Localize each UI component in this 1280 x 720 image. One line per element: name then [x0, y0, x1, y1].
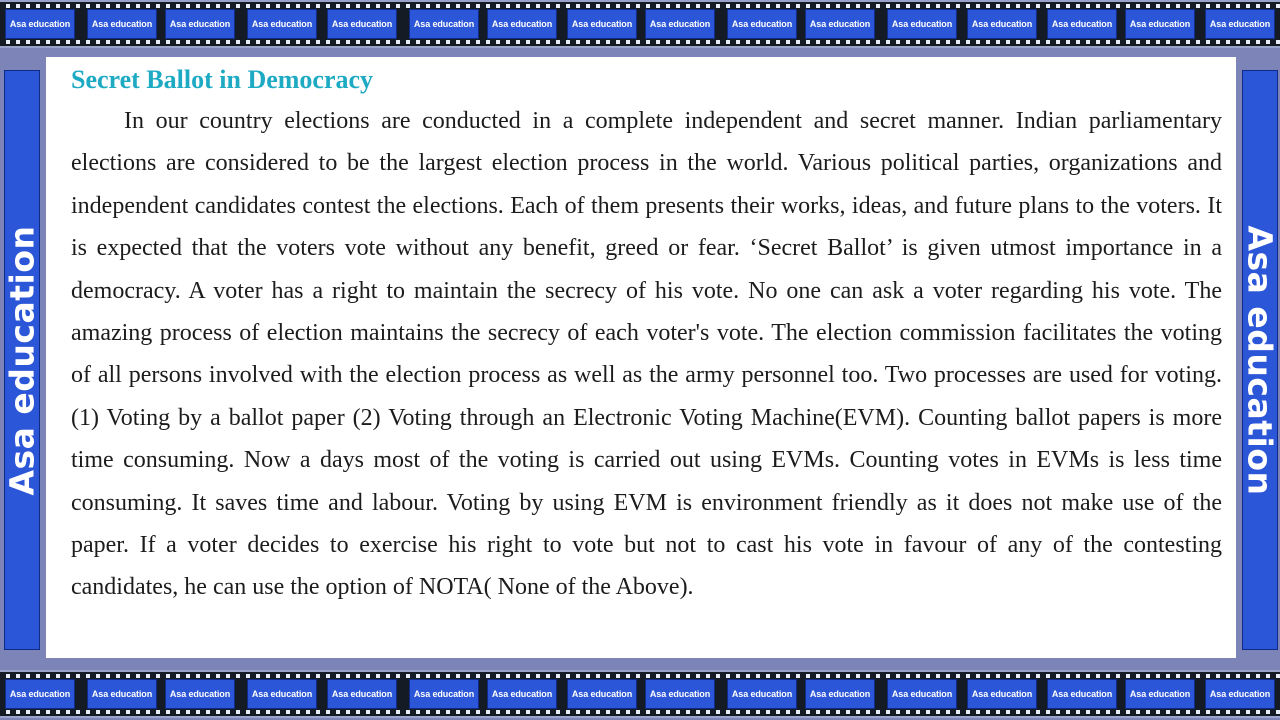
brand-tile: Asa education	[327, 9, 397, 39]
brand-tile: Asa education	[727, 679, 797, 709]
brand-tile: Asa education	[967, 9, 1037, 39]
brand-tile: Asa education	[727, 9, 797, 39]
brand-tile: Asa education	[805, 679, 875, 709]
right-side-banner	[1242, 70, 1278, 650]
left-side-label: Asa education	[2, 224, 42, 496]
brand-tile: Asa education	[327, 679, 397, 709]
brand-tile: Asa education	[967, 679, 1037, 709]
brand-tile: Asa education	[165, 9, 235, 39]
brand-tile: Asa education	[487, 679, 557, 709]
film-perforation	[0, 674, 1280, 678]
brand-tile: Asa education	[1205, 9, 1275, 39]
brand-tile: Asa education	[165, 679, 235, 709]
top-tile-row	[0, 9, 1280, 39]
brand-tile: Asa education	[645, 9, 715, 39]
body-paragraph: In our country elections are conducted in a complete independent and secret manner. Indian parliamentary elections are considered to be the largest election process in the world. Various political parties, organizations and independent candidates contest the elections. Each of them presents their works, ideas, and future plans to the voters. It is expected that the voters vote without any benefit, greed or fear. ‘Secret Ballot’ is given utmost importance in a democracy. A voter has a right to maintain the secrecy of his vote. No one can ask a voter regarding his vote. The amazing process of election maintains the secrecy of each voter's vote. The election commission facilitates the voting of all persons involved with the election process as well as the army personnel too. Two processes are used for voting. (1) Voting by a ballot paper (2) Voting through an Electronic Voting Machine(EVM). Counting ballot papers is more time consuming. Now a days most of the voting is carried out using EVMs. Counting votes in EVMs is less time consuming. It saves time and labour. Voting by using EVM is environment friendly as it does not make use of the paper. If a voter decides to exercise his right to vote but not to cast his vote in favour of any of the contesting candidates, he can use the option of NOTA( None of the Above).	[71, 108, 1222, 601]
bottom-film-strip	[0, 670, 1280, 718]
bottom-tile-row	[0, 679, 1280, 709]
document-page	[46, 57, 1236, 658]
brand-tile: Asa education	[487, 9, 557, 39]
brand-tile: Asa education	[1125, 9, 1195, 39]
brand-tile: Asa education	[805, 9, 875, 39]
brand-tile: Asa education	[1205, 679, 1275, 709]
brand-tile: Asa education	[567, 679, 637, 709]
brand-tile: Asa education	[1047, 9, 1117, 39]
film-perforation	[0, 40, 1280, 44]
left-side-banner	[4, 70, 40, 650]
brand-tile: Asa education	[887, 9, 957, 39]
film-perforation	[0, 4, 1280, 8]
brand-tile: Asa education	[5, 9, 75, 39]
brand-tile: Asa education	[1125, 679, 1195, 709]
brand-tile: Asa education	[1047, 679, 1117, 709]
top-film-strip	[0, 0, 1280, 48]
right-side-label: Asa education	[1240, 224, 1280, 496]
brand-tile: Asa education	[409, 679, 479, 709]
brand-tile: Asa education	[887, 679, 957, 709]
brand-tile: Asa education	[247, 679, 317, 709]
brand-tile: Asa education	[87, 679, 157, 709]
brand-tile: Asa education	[5, 679, 75, 709]
brand-tile: Asa education	[645, 679, 715, 709]
brand-tile: Asa education	[409, 9, 479, 39]
brand-tile: Asa education	[247, 9, 317, 39]
brand-tile: Asa education	[87, 9, 157, 39]
brand-tile: Asa education	[567, 9, 637, 39]
page-title: Secret Ballot in Democracy	[71, 65, 374, 94]
film-perforation	[0, 710, 1280, 714]
